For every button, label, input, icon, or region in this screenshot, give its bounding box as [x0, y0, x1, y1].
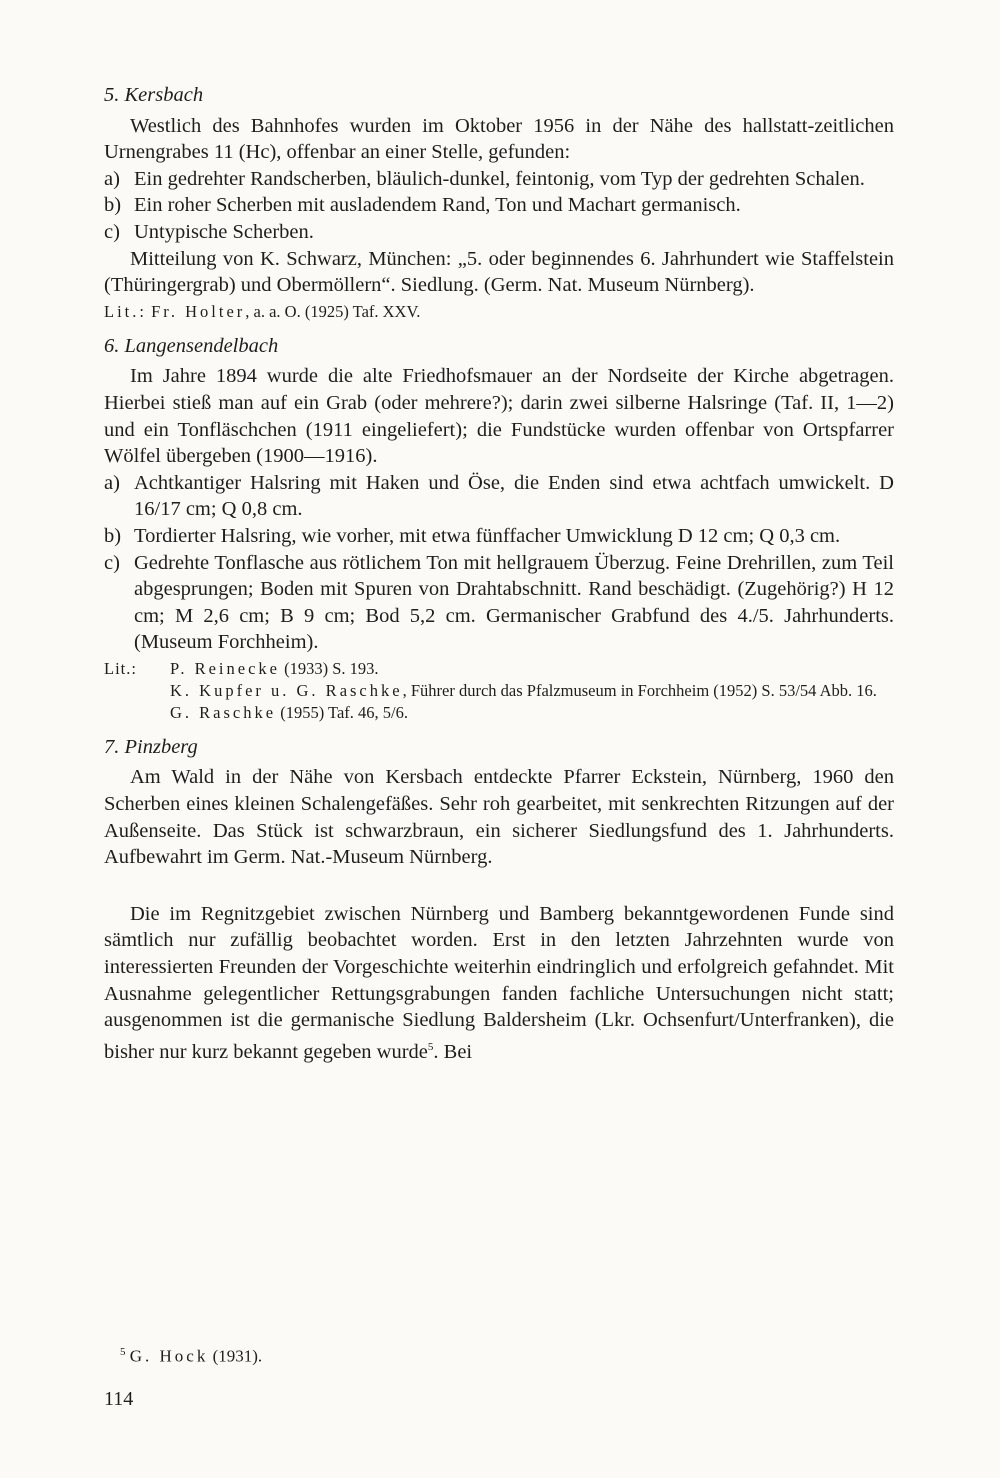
item-label: c): [104, 220, 120, 243]
item-text: Ein gedrehter Randscherben, bläulich-dunkel, feintonig, vom Typ der gedrehten Schalen.: [134, 167, 865, 190]
footnote-ref: 5: [427, 1040, 434, 1053]
list-item: [104, 192, 894, 219]
item-label: a): [104, 167, 120, 190]
lit-label: Lit.:: [104, 301, 147, 321]
page-number: 114: [104, 1388, 134, 1410]
lit-refs: [170, 658, 894, 724]
footnote-mark: 5: [120, 1346, 126, 1358]
list-item: [104, 470, 894, 523]
list-item: [104, 523, 894, 550]
item-label: b): [104, 194, 122, 217]
list-item: [104, 166, 894, 193]
section-intro: Westlich des Bahnhofes wurden im Oktober 1956 in der Nähe des hallstatt-zeitlichen Urnengrabes 11 (Hc), offenbar an einer Stelle, gefunden:: [104, 114, 894, 164]
section-outro: Mitteilung von K. Schwarz, München: „5. oder beginnendes 6. Jahrhundert wie Staffelstein (Thüringergrab) und Obermöllern“. Siedlung. (Germ. Nat. Museum Nürnberg).: [104, 247, 894, 297]
literature-block: [104, 658, 894, 724]
lit-author: G. Raschke: [170, 702, 277, 722]
footnote: [120, 1346, 262, 1367]
lit-label: Lit.:: [104, 658, 137, 678]
lit-rest: , Führer durch das Pfalzmuseum in Forchheim (1952) S. 53/54 Abb. 16.: [402, 680, 877, 700]
list-item: [104, 219, 894, 246]
lit-author: K. Kupfer u. G. Raschke: [170, 680, 403, 700]
lit-author: Fr. Holter: [151, 301, 246, 321]
item-text: Gedrehte Tonflasche aus rötlichem Ton mit hellgrauem Überzug. Feine Drehrillen, zum Teil abgesprungen; Boden mit Spuren von Drahtabschnitt. Rand beschädigt. (Zugehörig?) H 12 cm; M 2,6 cm; B 9 cm; Bod 5,2 cm. Germanischer Grabfund des 4./5. Jahrhunderts. (Museum Forchheim).: [134, 551, 894, 654]
lit-author: P. Reinecke: [170, 658, 280, 678]
section-heading: 6. Langensendelbach: [104, 334, 279, 357]
page-body: [104, 82, 894, 1065]
lit-ref: [170, 658, 894, 680]
lit-rest: (1955) Taf. 46, 5/6.: [276, 702, 408, 722]
literature-line: [104, 301, 894, 323]
closing-end: . Bei: [433, 1040, 473, 1063]
lit-ref: [170, 680, 894, 702]
lit-rest: (1933) S. 193.: [279, 658, 379, 678]
item-text: Tordierter Halsring, wie vorher, mit etwa fünffacher Umwicklung D 12 cm; Q 0,3 cm.: [134, 524, 841, 547]
item-label: c): [104, 551, 120, 574]
lit-ref: [170, 702, 894, 724]
list-item: [104, 550, 894, 656]
item-text: Untypische Scherben.: [134, 220, 314, 243]
footnote-author: G. Hock: [129, 1346, 209, 1366]
closing-paragraph: [104, 901, 894, 1065]
section-heading: 5. Kersbach: [104, 84, 204, 106]
item-text: Ein roher Scherben mit ausladendem Rand, Ton und Machart germanisch.: [134, 194, 741, 217]
item-label: b): [104, 524, 122, 547]
section-heading: 7. Pinzberg: [104, 735, 198, 758]
item-label: a): [104, 471, 120, 494]
lit-rest: , a. a. O. (1925) Taf. XXV.: [245, 301, 421, 321]
section-intro: Im Jahre 1894 wurde die alte Friedhofsmauer an der Nordseite der Kirche abgetragen. Hierbei stieß man auf ein Grab (oder mehrere?); darin zwei silberne Halsringe (Taf. II, 1—2) und ein Tonfläschchen (1911 eingeliefert); die Fundstücke wurden offenbar von Ortspfarrer Wölfel übergeben (1900—1916).: [104, 365, 894, 468]
footnote-rest: (1931).: [208, 1346, 263, 1366]
closing-text: Die im Regnitzgebiet zwischen Nürnberg und Bamberg bekanntgewordenen Funde sind sämtlich nur zufällig beobachtet worden. Erst in den letzten Jahrzehnten wurde von interessierten Freunden der Vorgeschichte weiterhin eindringlich und erfolgreich gefahndet. Mit Ausnahme gelegentlicher Rettungsgrabungen fanden fachliche Untersuchungen nicht statt; ausgenommen ist die germanische Siedlung Baldersheim (Lkr. Ochsenfurt/Unterfranken), die bisher nur kurz bekannt gegeben wurde: [104, 902, 894, 1063]
item-text: Achtkantiger Halsring mit Haken und Öse, die Enden sind etwa achtfach umwickelt. D 16/17 cm; Q 0,8 cm.: [134, 471, 894, 521]
section-intro: Am Wald in der Nähe von Kersbach entdeckte Pfarrer Eckstein, Nürnberg, 1960 den Scherben eines kleinen Schalengefäßes. Sehr roh gearbeitet, mit senkrechten Ritzungen auf der Außenseite. Das Stück ist schwarzbraun, ein sicherer Siedlungsfund des 1. Jahrhunderts. Aufbewahrt im Germ. Nat.-Museum Nürnberg.: [104, 766, 894, 869]
